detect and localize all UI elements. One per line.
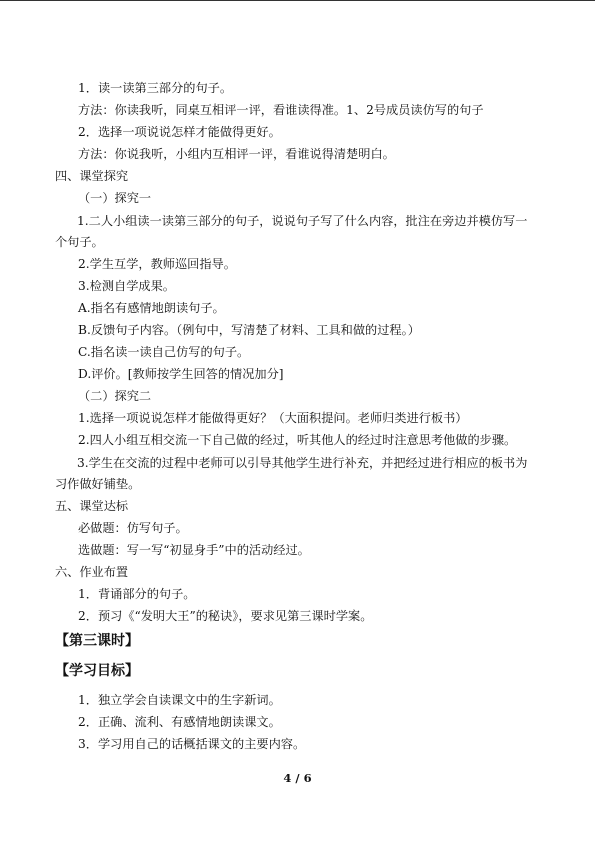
objectives-heading: 【学习目标】	[55, 663, 139, 679]
section-heading: 五、课堂达标	[55, 499, 129, 513]
text-line: 1．背诵部分的句子。	[78, 587, 196, 601]
text-line: 2.学生互学，教师巡回指导。	[78, 257, 236, 271]
text-line: 方法：你说我听，小组内互相评一评，看谁说得清楚明白。	[78, 147, 395, 161]
lesson-heading: 【第三课时】	[55, 633, 139, 649]
text-line: 2．选择一项说说怎样才能做得更好。	[78, 125, 281, 139]
subsection-heading: （一）探究一	[78, 191, 152, 205]
text-line: 1．独立学会自读课文中的生字新词。	[78, 693, 281, 707]
text-line: D.评价。[教师按学生回答的情况加分]	[78, 367, 284, 381]
text-line: 2．正确、流利、有感情地朗读课文。	[78, 715, 281, 729]
text-line: 1．读一读第三部分的句子。	[78, 81, 233, 95]
text-line: 必做题：仿写句子。	[78, 521, 188, 535]
text-line: A.指名有感情地朗读句子。	[78, 301, 225, 315]
text-line: 2．预习《“发明大王”的秘诀》，要求见第三课时学案。	[78, 609, 373, 623]
text-paragraph: 3.学生在交流的过程中老师可以引导其他学生进行补充，并把经过进行相应的板书为习作做好铺垫。	[55, 456, 528, 491]
text-line: 3．学习用自己的话概括课文的主要内容。	[78, 737, 306, 751]
section-heading: 六、作业布置	[55, 565, 129, 579]
text-line: 2.四人小组互相交流一下自己做的经过，听其他人的经过时注意思考他做的步骤。	[78, 433, 517, 447]
text-line: 1.选择一项说说怎样才能做得更好？（大面积提问。老师归类进行板书）	[78, 411, 468, 425]
text-line: 选做题：写一写“初显身手”中的活动经过。	[78, 543, 310, 557]
header-rule	[0, 0, 595, 1]
page-number: 4 / 6	[283, 771, 312, 785]
section-heading: 四、课堂探究	[55, 169, 129, 183]
subsection-heading: （二）探究二	[78, 389, 152, 403]
text-line: 3.检测自学成果。	[78, 279, 175, 293]
text-line: B.反馈句子内容。（例句中，写清楚了材料、工具和做的过程。）	[78, 323, 420, 337]
text-line: C.指名读一读自己仿写的句子。	[78, 345, 250, 359]
text-paragraph: 1.二人小组读一读第三部分的句子，说说句子写了什么内容，批注在旁边并模仿写一个句子。	[55, 214, 528, 249]
text-line: 方法：你读我听，同桌互相评一评，看谁读得准。1、2号成员读仿写的句子	[78, 103, 484, 117]
